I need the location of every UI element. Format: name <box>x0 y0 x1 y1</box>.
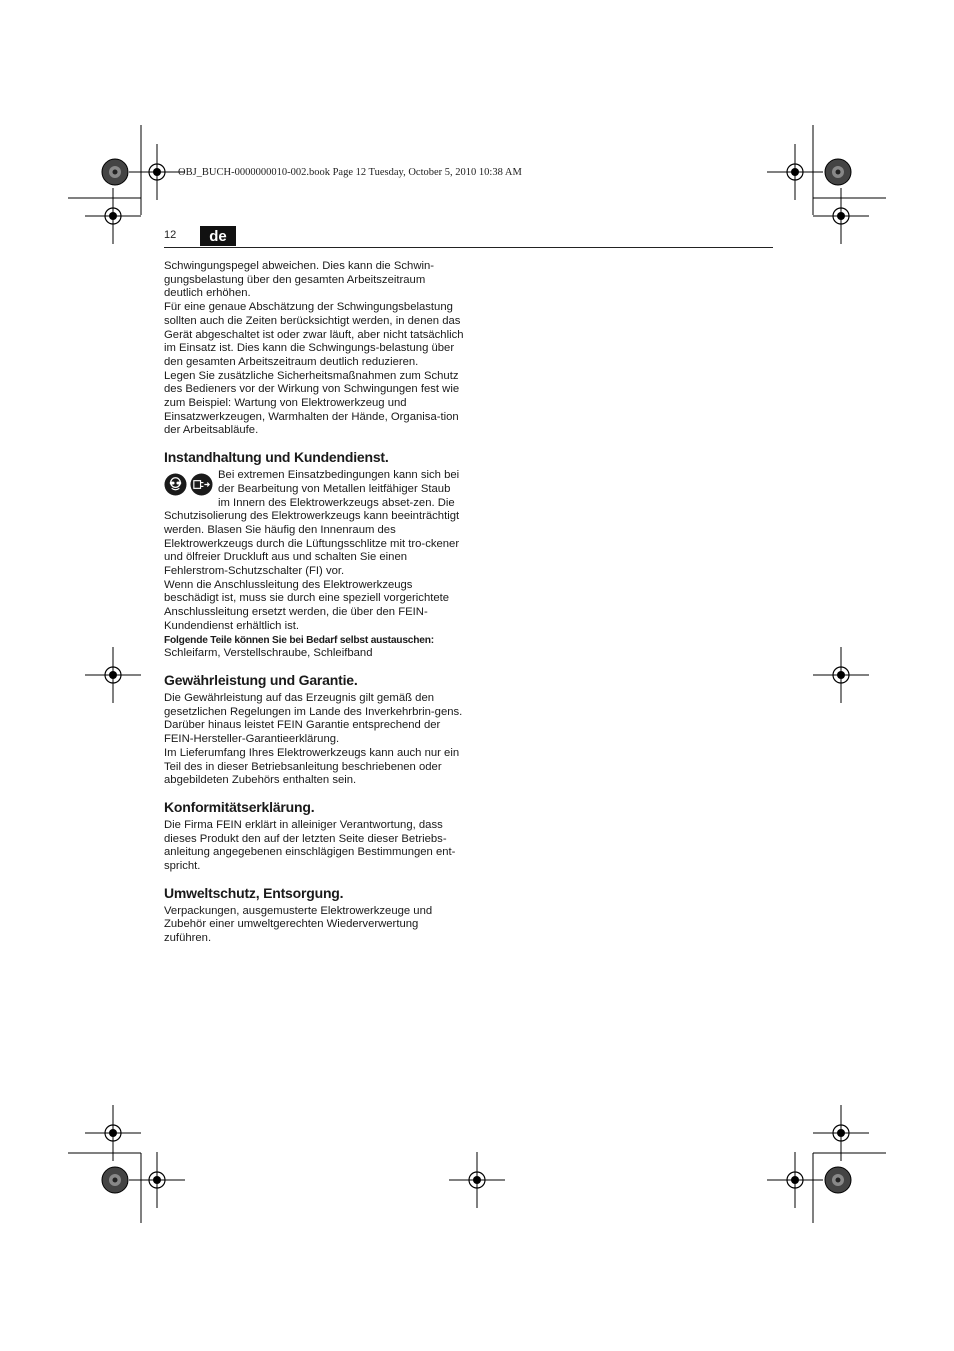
environment-heading: Umweltschutz, Entsorgung. <box>164 884 344 901</box>
disconnect-plug-icon <box>190 473 213 496</box>
maintenance-text: Bei extremen Einsatzbedingungen kann sich bei der Bearbeitung von Metallen leitfähiger Staub im Innern des Elektrowerkzeugs abset-zen. Die Schutzisolierung des Elektrowerkzeugs kann beeinträchtigt werden. Blasen Sie häufig den Innenraum des Elektrowerkzeugs durch die Lüftungsschlitze mit tro-ckener und ölfreier Druckluft aus und schalten Sie einen Fehlerstrom-Schutzschalter (FI) vor. <box>164 469 460 578</box>
language-tab: de <box>200 226 236 246</box>
warranty-paragraph: Im Lieferumfang Ihres Elektrowerkzeugs kann auch nur ein Teil des in dieser Betriebsanleitung beschriebenen oder abgebildeten Zubehörs enthalten sein. <box>164 746 460 787</box>
environment-paragraph: Verpackungen, ausgemusterte Elektrowerkzeuge und Zubehör einer umweltgerechten Wiederverwertung zuführen. <box>164 904 433 945</box>
maintenance-warning <box>164 469 464 579</box>
intro-paragraph: Für eine genaue Abschätzung der Schwingungsbelastung sollten auch die Zeiten berücksichtigt werden, in denen das Gerät abgeschaltet ist oder zwar läuft, aber nicht tatsächlich im Einsatz ist. Dies kann die Schwingungs-belastung über den gesamten Arbeitszeitraum deutlich reduzieren. <box>164 301 464 368</box>
page-number: 12 <box>164 229 177 241</box>
conformity-heading: Konformitätserklärung. <box>164 798 315 815</box>
header-rule <box>164 247 773 248</box>
intro-paragraph: Schwingungspegel abweichen. Dies kann die Schwin-gungsbelastung über den gesamten Arbeitszeitraum deutlich erhöhen. <box>164 260 435 300</box>
spare-parts-label: Folgende Teile können Sie bei Bedarf selbst austauschen: <box>164 634 434 646</box>
eye-protection-icon <box>164 473 187 496</box>
cable-paragraph: Wenn die Anschlussleitung des Elektrowerkzeugs beschädigt ist, muss sie durch eine speziell vorgerichtete Anschlussleitung ersetzt werden, die über den FEIN-Kundendienst erhältlich ist. <box>164 578 450 632</box>
spare-parts-list: Schleifarm, Verstellschraube, Schleifband <box>164 647 373 660</box>
conformity-paragraph: Die Firma FEIN erklärt in alleiniger Verantwortung, dass dieses Produkt den auf der letzten Seite dieser Betriebs-anleitung angegebenen einschlägigen Bestimmungen ent-spricht. <box>164 818 456 873</box>
intro-paragraph: Legen Sie zusätzliche Sicherheitsmaßnahmen zum Schutz des Bedieners vor der Wirkung von Schwingungen fest wie zum Beispiel: Wartung von Elektrowerkzeug und Einsatzwerkzeugen, Warmhalten der Hände, Organisa-tion der Arbeitsabläufe. <box>164 369 460 437</box>
warranty-heading: Gewährleistung und Garantie. <box>164 671 358 688</box>
maintenance-heading: Instandhaltung und Kundendienst. <box>164 449 389 466</box>
warranty-paragraph: Die Gewährleistung auf das Erzeugnis gilt gemäß den gesetzlichen Regelungen im Lande des Inverkehrbrin-gens. Darüber hinaus leistet FEIN Garantie entsprechend der FEIN-Hersteller-Garantieerklärung. <box>164 691 463 746</box>
print-info-line: OBJ_BUCH-0000000010-002.book Page 12 Tuesday, October 5, 2010 10:38 AM <box>178 167 522 178</box>
main-column <box>164 260 464 946</box>
safety-icons <box>164 471 214 497</box>
